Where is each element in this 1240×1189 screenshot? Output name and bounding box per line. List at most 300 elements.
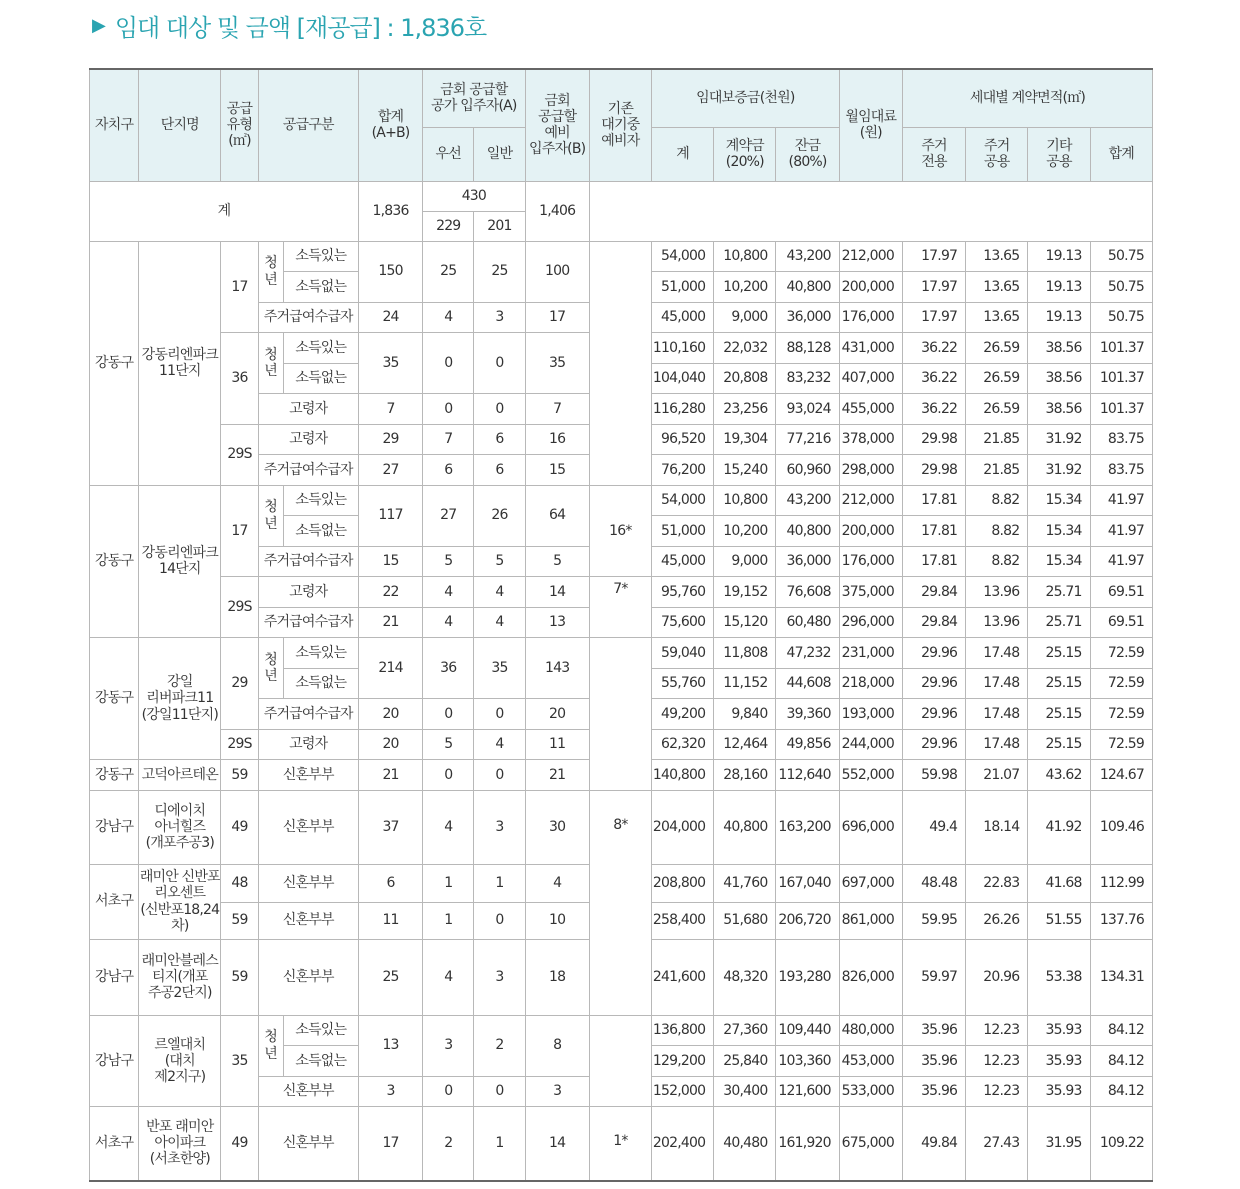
priority-cell: 25 xyxy=(423,241,474,302)
priority-cell: 4 xyxy=(423,790,474,864)
deposit-balance-cell: 60,480 xyxy=(776,607,839,638)
category-cell: 고령자 xyxy=(258,394,358,425)
priority-cell: 0 xyxy=(423,699,474,730)
priority-cell: 1 xyxy=(423,864,474,902)
waiting-cell: 16* xyxy=(589,485,651,577)
general-cell: 0 xyxy=(474,333,525,394)
summary-row xyxy=(90,181,1153,211)
total-cell: 25 xyxy=(358,939,422,1015)
priority-cell: 36 xyxy=(423,638,474,699)
deposit-balance-cell: 103,360 xyxy=(776,1046,839,1077)
priority-cell: 1 xyxy=(423,902,474,939)
reserve-cell: 30 xyxy=(525,790,589,864)
area-exclusive-cell: 35.96 xyxy=(902,1076,965,1107)
general-cell: 6 xyxy=(474,424,525,455)
total-cell: 20 xyxy=(358,729,422,760)
area-total-cell: 69.51 xyxy=(1090,607,1152,638)
area-exclusive-cell: 36.22 xyxy=(902,333,965,364)
category-cell: 주거급여수급자 xyxy=(258,546,358,577)
area-exclusive-cell: 36.22 xyxy=(902,394,965,425)
general-cell: 0 xyxy=(474,394,525,425)
header-area-total: 합계 xyxy=(1090,127,1152,181)
priority-cell: 0 xyxy=(423,1076,474,1107)
deposit-contract-cell: 9,000 xyxy=(714,546,776,577)
triangle-bullet-icon: ▶ xyxy=(92,14,105,36)
table-row xyxy=(90,577,1153,608)
complex-cell: 르엘대치 (대치 제2지구) xyxy=(139,1015,221,1107)
header-total: 합계 (A+B) xyxy=(358,69,422,181)
area-other-cell: 15.34 xyxy=(1028,485,1090,516)
category-cell: 고령자 xyxy=(258,577,358,608)
general-cell: 35 xyxy=(474,638,525,699)
area-other-cell: 19.13 xyxy=(1028,272,1090,303)
category-cell: 주거급여수급자 xyxy=(258,455,358,486)
monthly-rent-cell: 533,000 xyxy=(839,1076,902,1107)
area-common-cell: 17.48 xyxy=(966,638,1028,669)
general-cell: 3 xyxy=(474,939,525,1015)
area-common-cell: 13.65 xyxy=(966,272,1028,303)
priority-cell: 4 xyxy=(423,939,474,1015)
general-cell: 0 xyxy=(474,760,525,791)
deposit-balance-cell: 47,232 xyxy=(776,638,839,669)
area-exclusive-cell: 29.96 xyxy=(902,699,965,730)
type-cell: 59 xyxy=(221,939,258,1015)
monthly-rent-cell: 244,000 xyxy=(839,729,902,760)
category-cell: 소득없는 xyxy=(283,1046,358,1077)
deposit-contract-cell: 51,680 xyxy=(714,902,776,939)
reserve-cell: 14 xyxy=(525,1107,589,1181)
area-other-cell: 38.56 xyxy=(1028,363,1090,394)
total-cell: 214 xyxy=(358,638,422,699)
reserve-cell: 8 xyxy=(525,1015,589,1076)
category-cell: 고령자 xyxy=(258,729,358,760)
priority-cell: 3 xyxy=(423,1015,474,1076)
category-cell: 소득있는 xyxy=(283,485,358,516)
monthly-rent-cell: 176,000 xyxy=(839,546,902,577)
area-common-cell: 18.14 xyxy=(966,790,1028,864)
district-cell: 강남구 xyxy=(90,939,139,1015)
waiting-cell xyxy=(589,638,651,791)
area-other-cell: 25.71 xyxy=(1028,577,1090,608)
deposit-contract-cell: 27,360 xyxy=(714,1015,776,1046)
area-common-cell: 8.82 xyxy=(966,516,1028,547)
area-exclusive-cell: 49.84 xyxy=(902,1107,965,1181)
deposit-contract-cell: 28,160 xyxy=(714,760,776,791)
area-other-cell: 51.55 xyxy=(1028,902,1090,939)
area-total-cell: 41.97 xyxy=(1090,546,1152,577)
district-cell: 서초구 xyxy=(90,864,139,939)
waiting-cell: 8* xyxy=(589,790,651,1015)
deposit-total-cell: 202,400 xyxy=(652,1107,714,1181)
monthly-rent-cell: 212,000 xyxy=(839,241,902,272)
deposit-total-cell: 241,600 xyxy=(652,939,714,1015)
total-cell: 11 xyxy=(358,902,422,939)
area-exclusive-cell: 29.96 xyxy=(902,668,965,699)
deposit-contract-cell: 30,400 xyxy=(714,1076,776,1107)
monthly-rent-cell: 675,000 xyxy=(839,1107,902,1181)
area-total-cell: 72.59 xyxy=(1090,699,1152,730)
summary-general: 201 xyxy=(474,211,525,241)
header-deposit-balance: 잔금 (80%) xyxy=(776,127,839,181)
deposit-total-cell: 51,000 xyxy=(652,272,714,303)
table-header xyxy=(90,69,1153,181)
reserve-cell: 3 xyxy=(525,1076,589,1107)
area-total-cell: 84.12 xyxy=(1090,1015,1152,1046)
area-exclusive-cell: 29.98 xyxy=(902,424,965,455)
area-other-cell: 35.93 xyxy=(1028,1015,1090,1046)
reserve-cell: 10 xyxy=(525,902,589,939)
district-cell: 강동구 xyxy=(90,241,139,485)
summary-a-total: 430 xyxy=(423,181,525,211)
header-general: 일반 xyxy=(474,127,525,181)
category-cell: 신혼부부 xyxy=(258,902,358,939)
deposit-contract-cell: 10,200 xyxy=(714,272,776,303)
header-type: 공급 유형 (㎡) xyxy=(221,69,258,181)
area-exclusive-cell: 17.97 xyxy=(902,241,965,272)
supply-table xyxy=(89,68,1153,1182)
reserve-cell: 143 xyxy=(525,638,589,699)
area-exclusive-cell: 29.96 xyxy=(902,638,965,669)
area-exclusive-cell: 29.84 xyxy=(902,607,965,638)
deposit-total-cell: 45,000 xyxy=(652,546,714,577)
category-cell: 주거급여수급자 xyxy=(258,302,358,333)
deposit-total-cell: 62,320 xyxy=(652,729,714,760)
category-cell: 소득없는 xyxy=(283,363,358,394)
header-deposit-contract: 계약금 (20%) xyxy=(714,127,776,181)
deposit-balance-cell: 161,920 xyxy=(776,1107,839,1181)
area-other-cell: 19.13 xyxy=(1028,241,1090,272)
monthly-rent-cell: 176,000 xyxy=(839,302,902,333)
area-total-cell: 50.75 xyxy=(1090,241,1152,272)
deposit-total-cell: 51,000 xyxy=(652,516,714,547)
deposit-contract-cell: 48,320 xyxy=(714,939,776,1015)
table-row xyxy=(90,790,1153,864)
area-common-cell: 21.85 xyxy=(966,424,1028,455)
general-cell: 1 xyxy=(474,864,525,902)
deposit-contract-cell: 20,808 xyxy=(714,363,776,394)
header-waiting: 기존 대기중 예비자 xyxy=(589,69,651,181)
area-common-cell: 17.48 xyxy=(966,668,1028,699)
total-cell: 117 xyxy=(358,485,422,546)
area-common-cell: 12.23 xyxy=(966,1076,1028,1107)
complex-cell: 강일 리버파크11 (강일11단지) xyxy=(139,638,221,760)
deposit-contract-cell: 19,152 xyxy=(714,577,776,608)
area-common-cell: 21.85 xyxy=(966,455,1028,486)
header-priority: 우선 xyxy=(423,127,474,181)
area-total-cell: 124.67 xyxy=(1090,760,1152,791)
general-cell: 6 xyxy=(474,455,525,486)
area-total-cell: 41.97 xyxy=(1090,485,1152,516)
page-title xyxy=(92,8,486,42)
category-cell: 소득없는 xyxy=(283,516,358,547)
area-total-cell: 137.76 xyxy=(1090,902,1152,939)
deposit-balance-cell: 206,720 xyxy=(776,902,839,939)
header-deposit-total: 계 xyxy=(652,127,714,181)
priority-cell: 27 xyxy=(423,485,474,546)
area-common-cell: 22.83 xyxy=(966,864,1028,902)
area-other-cell: 25.15 xyxy=(1028,699,1090,730)
deposit-contract-cell: 23,256 xyxy=(714,394,776,425)
area-common-cell: 17.48 xyxy=(966,729,1028,760)
area-other-cell: 41.92 xyxy=(1028,790,1090,864)
summary-reserve: 1,406 xyxy=(525,181,589,241)
area-exclusive-cell: 36.22 xyxy=(902,363,965,394)
deposit-contract-cell: 11,152 xyxy=(714,668,776,699)
area-common-cell: 27.43 xyxy=(966,1107,1028,1181)
deposit-balance-cell: 163,200 xyxy=(776,790,839,864)
summary-blank xyxy=(589,181,1152,241)
general-cell: 3 xyxy=(474,302,525,333)
area-total-cell: 101.37 xyxy=(1090,333,1152,364)
general-cell: 26 xyxy=(474,485,525,546)
priority-cell: 0 xyxy=(423,333,474,394)
category-cell: 소득없는 xyxy=(283,668,358,699)
deposit-balance-cell: 36,000 xyxy=(776,302,839,333)
deposit-contract-cell: 22,032 xyxy=(714,333,776,364)
category-cell: 소득있는 xyxy=(283,333,358,364)
monthly-rent-cell: 826,000 xyxy=(839,939,902,1015)
header-monthly-rent: 월임대료 (원) xyxy=(839,69,902,181)
reserve-cell: 64 xyxy=(525,485,589,546)
deposit-total-cell: 258,400 xyxy=(652,902,714,939)
deposit-contract-cell: 41,760 xyxy=(714,864,776,902)
priority-cell: 2 xyxy=(423,1107,474,1181)
reserve-cell: 21 xyxy=(525,760,589,791)
area-exclusive-cell: 59.98 xyxy=(902,760,965,791)
deposit-balance-cell: 77,216 xyxy=(776,424,839,455)
deposit-balance-cell: 193,280 xyxy=(776,939,839,1015)
complex-cell: 래미안블레스 티지(개포 주공2단지) xyxy=(139,939,221,1015)
deposit-balance-cell: 44,608 xyxy=(776,668,839,699)
general-cell: 3 xyxy=(474,790,525,864)
deposit-total-cell: 76,200 xyxy=(652,455,714,486)
total-cell: 6 xyxy=(358,864,422,902)
area-common-cell: 26.26 xyxy=(966,902,1028,939)
area-exclusive-cell: 59.97 xyxy=(902,939,965,1015)
category-cell: 주거급여수급자 xyxy=(258,699,358,730)
district-cell: 강남구 xyxy=(90,790,139,864)
total-cell: 150 xyxy=(358,241,422,302)
priority-cell: 4 xyxy=(423,577,474,608)
category-cell: 신혼부부 xyxy=(258,790,358,864)
area-other-cell: 25.15 xyxy=(1028,668,1090,699)
monthly-rent-cell: 861,000 xyxy=(839,902,902,939)
complex-cell: 강동리엔파크 11단지 xyxy=(139,241,221,485)
general-cell: 0 xyxy=(474,699,525,730)
monthly-rent-cell: 696,000 xyxy=(839,790,902,864)
summary-total: 1,836 xyxy=(358,181,422,241)
total-cell: 7 xyxy=(358,394,422,425)
general-cell: 2 xyxy=(474,1015,525,1076)
total-cell: 21 xyxy=(358,760,422,791)
category-cell: 신혼부부 xyxy=(258,1076,358,1107)
deposit-total-cell: 96,520 xyxy=(652,424,714,455)
area-exclusive-cell: 35.96 xyxy=(902,1015,965,1046)
area-total-cell: 69.51 xyxy=(1090,577,1152,608)
area-common-cell: 21.07 xyxy=(966,760,1028,791)
district-cell: 강동구 xyxy=(90,760,139,791)
district-cell: 강남구 xyxy=(90,1015,139,1107)
area-total-cell: 109.22 xyxy=(1090,1107,1152,1181)
category-cell: 신혼부부 xyxy=(258,939,358,1015)
area-common-cell: 26.59 xyxy=(966,394,1028,425)
total-cell: 27 xyxy=(358,455,422,486)
header-area: 세대별 계약면적(㎡) xyxy=(902,69,1152,127)
area-exclusive-cell: 49.4 xyxy=(902,790,965,864)
header-area-common: 주거 공용 xyxy=(966,127,1028,181)
monthly-rent-cell: 212,000 xyxy=(839,485,902,516)
monthly-rent-cell: 193,000 xyxy=(839,699,902,730)
area-common-cell: 17.48 xyxy=(966,699,1028,730)
deposit-balance-cell: 109,440 xyxy=(776,1015,839,1046)
area-other-cell: 25.15 xyxy=(1028,638,1090,669)
deposit-balance-cell: 167,040 xyxy=(776,864,839,902)
deposit-balance-cell: 83,232 xyxy=(776,363,839,394)
complex-cell: 래미안 신반포 리오센트 (신반포18,24차) xyxy=(139,864,221,939)
area-total-cell: 84.12 xyxy=(1090,1046,1152,1077)
area-total-cell: 83.75 xyxy=(1090,455,1152,486)
area-other-cell: 41.68 xyxy=(1028,864,1090,902)
reserve-cell: 17 xyxy=(525,302,589,333)
category-cell: 소득없는 xyxy=(283,272,358,303)
area-exclusive-cell: 29.84 xyxy=(902,577,965,608)
general-cell: 4 xyxy=(474,729,525,760)
reserve-cell: 35 xyxy=(525,333,589,394)
total-cell: 22 xyxy=(358,577,422,608)
total-cell: 20 xyxy=(358,699,422,730)
deposit-balance-cell: 88,128 xyxy=(776,333,839,364)
category-cell: 신혼부부 xyxy=(258,760,358,791)
deposit-total-cell: 95,760 xyxy=(652,577,714,608)
category-cell: 신혼부부 xyxy=(258,864,358,902)
area-exclusive-cell: 35.96 xyxy=(902,1046,965,1077)
table-row xyxy=(90,485,1153,516)
area-other-cell: 31.92 xyxy=(1028,455,1090,486)
area-other-cell: 38.56 xyxy=(1028,394,1090,425)
deposit-total-cell: 54,000 xyxy=(652,241,714,272)
priority-cell: 0 xyxy=(423,760,474,791)
monthly-rent-cell: 378,000 xyxy=(839,424,902,455)
deposit-contract-cell: 12,464 xyxy=(714,729,776,760)
type-cell: 59 xyxy=(221,760,258,791)
youth-cell: 청 년 xyxy=(258,333,283,394)
type-cell: 29S xyxy=(221,729,258,760)
area-common-cell: 12.23 xyxy=(966,1046,1028,1077)
category-cell: 신혼부부 xyxy=(258,1107,358,1181)
area-common-cell: 26.59 xyxy=(966,363,1028,394)
type-cell: 29S xyxy=(221,424,258,485)
reserve-cell: 20 xyxy=(525,699,589,730)
deposit-balance-cell: 36,000 xyxy=(776,546,839,577)
general-cell: 0 xyxy=(474,902,525,939)
reserve-cell: 15 xyxy=(525,455,589,486)
area-total-cell: 72.59 xyxy=(1090,729,1152,760)
monthly-rent-cell: 200,000 xyxy=(839,272,902,303)
deposit-contract-cell: 15,120 xyxy=(714,607,776,638)
header-area-exclusive: 주거 전용 xyxy=(902,127,965,181)
total-cell: 24 xyxy=(358,302,422,333)
deposit-total-cell: 49,200 xyxy=(652,699,714,730)
deposit-balance-cell: 40,800 xyxy=(776,516,839,547)
monthly-rent-cell: 552,000 xyxy=(839,760,902,791)
youth-cell: 청 년 xyxy=(258,241,283,302)
header-area-other: 기타 공용 xyxy=(1028,127,1090,181)
deposit-contract-cell: 25,840 xyxy=(714,1046,776,1077)
general-cell: 0 xyxy=(474,1076,525,1107)
header-district: 자치구 xyxy=(90,69,139,181)
monthly-rent-cell: 375,000 xyxy=(839,577,902,608)
deposit-balance-cell: 121,600 xyxy=(776,1076,839,1107)
complex-cell: 고덕아르테온 xyxy=(139,760,221,791)
waiting-cell xyxy=(589,1015,651,1107)
deposit-contract-cell: 15,240 xyxy=(714,455,776,486)
reserve-cell: 11 xyxy=(525,729,589,760)
deposit-balance-cell: 60,960 xyxy=(776,455,839,486)
deposit-total-cell: 204,000 xyxy=(652,790,714,864)
district-cell: 서초구 xyxy=(90,1107,139,1181)
area-exclusive-cell: 48.48 xyxy=(902,864,965,902)
deposit-contract-cell: 40,480 xyxy=(714,1107,776,1181)
area-exclusive-cell: 59.95 xyxy=(902,902,965,939)
total-cell: 15 xyxy=(358,546,422,577)
deposit-total-cell: 136,800 xyxy=(652,1015,714,1046)
deposit-total-cell: 208,800 xyxy=(652,864,714,902)
reserve-cell: 4 xyxy=(525,864,589,902)
area-total-cell: 112.99 xyxy=(1090,864,1152,902)
priority-cell: 5 xyxy=(423,546,474,577)
deposit-balance-cell: 93,024 xyxy=(776,394,839,425)
deposit-total-cell: 110,160 xyxy=(652,333,714,364)
deposit-contract-cell: 40,800 xyxy=(714,790,776,864)
area-other-cell: 15.34 xyxy=(1028,546,1090,577)
reserve-cell: 5 xyxy=(525,546,589,577)
area-other-cell: 31.92 xyxy=(1028,424,1090,455)
area-total-cell: 41.97 xyxy=(1090,516,1152,547)
deposit-balance-cell: 112,640 xyxy=(776,760,839,791)
area-exclusive-cell: 29.96 xyxy=(902,729,965,760)
type-cell: 48 xyxy=(221,864,258,902)
monthly-rent-cell: 298,000 xyxy=(839,455,902,486)
area-total-cell: 109.46 xyxy=(1090,790,1152,864)
deposit-balance-cell: 49,856 xyxy=(776,729,839,760)
area-exclusive-cell: 17.81 xyxy=(902,546,965,577)
area-exclusive-cell: 29.98 xyxy=(902,455,965,486)
header-complex: 단지명 xyxy=(139,69,221,181)
reserve-cell: 100 xyxy=(525,241,589,302)
header-deposit: 임대보증금(천원) xyxy=(652,69,840,127)
header-resident-a: 금회 공급할 공가 입주자(A) xyxy=(423,69,525,127)
area-other-cell: 35.93 xyxy=(1028,1076,1090,1107)
complex-cell: 반포 래미안 아이파크 (서초한양) xyxy=(139,1107,221,1181)
table-row xyxy=(90,1015,1153,1046)
area-other-cell: 19.13 xyxy=(1028,302,1090,333)
deposit-total-cell: 59,040 xyxy=(652,638,714,669)
deposit-contract-cell: 9,840 xyxy=(714,699,776,730)
area-common-cell: 13.96 xyxy=(966,607,1028,638)
priority-cell: 4 xyxy=(423,302,474,333)
monthly-rent-cell: 697,000 xyxy=(839,864,902,902)
deposit-contract-cell: 19,304 xyxy=(714,424,776,455)
area-other-cell: 25.15 xyxy=(1028,729,1090,760)
deposit-total-cell: 45,000 xyxy=(652,302,714,333)
general-cell: 1 xyxy=(474,1107,525,1181)
deposit-total-cell: 140,800 xyxy=(652,760,714,791)
complex-cell: 강동리엔파크 14단지 xyxy=(139,485,221,638)
monthly-rent-cell: 453,000 xyxy=(839,1046,902,1077)
area-total-cell: 83.75 xyxy=(1090,424,1152,455)
deposit-balance-cell: 40,800 xyxy=(776,272,839,303)
monthly-rent-cell: 200,000 xyxy=(839,516,902,547)
